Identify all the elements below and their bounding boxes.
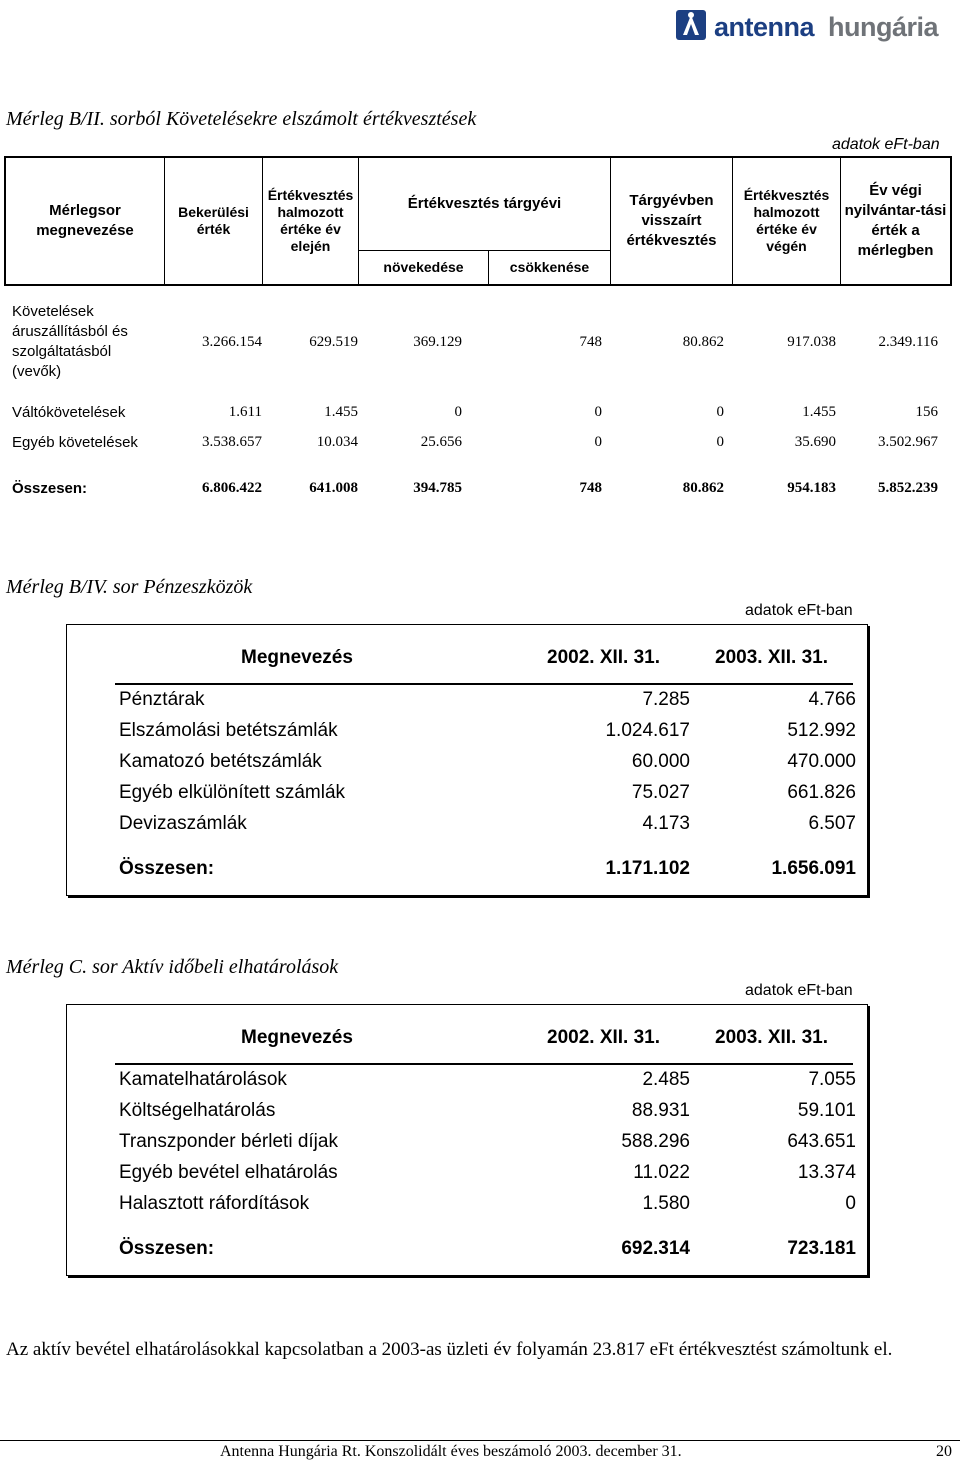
col-header-name: Megnevezés bbox=[241, 1027, 353, 1048]
total-row bbox=[67, 858, 867, 882]
value-2002: 1.024.617 bbox=[605, 720, 690, 741]
cell-value: 369.129 bbox=[413, 334, 462, 350]
cell-value: 0 bbox=[716, 404, 724, 420]
table-row bbox=[67, 782, 867, 806]
row-name: Egyéb bevétel elhatárolás bbox=[119, 1162, 338, 1183]
table-row bbox=[12, 404, 942, 426]
cell-value: 641.008 bbox=[309, 480, 358, 496]
logo-word-antenna: antenna bbox=[714, 12, 815, 42]
logo-word-hungaria: hungária bbox=[828, 12, 939, 42]
section3-unit: adatok eFt-ban bbox=[745, 982, 853, 999]
cell-value: 10.034 bbox=[316, 434, 358, 450]
antenna-logo-icon bbox=[676, 10, 706, 40]
row-name: Halasztott ráfordítások bbox=[119, 1193, 310, 1214]
total-2003: 1.656.091 bbox=[771, 858, 856, 879]
value-2003: 4.766 bbox=[808, 689, 856, 710]
section1-title: Mérleg B/II. sorból Követelésekre elszámolt értékvesztések bbox=[6, 108, 477, 130]
section1-unit: adatok eFt-ban bbox=[832, 136, 940, 153]
cell-value: 6.806.422 bbox=[202, 480, 262, 496]
total-row bbox=[67, 1238, 867, 1262]
value-2003: 6.507 bbox=[808, 813, 856, 834]
value-2003: 512.992 bbox=[787, 720, 856, 741]
cell-value: 80.862 bbox=[682, 480, 724, 496]
table-row bbox=[67, 1100, 867, 1124]
cell-value: 748 bbox=[579, 334, 602, 350]
value-2003: 661.826 bbox=[787, 782, 856, 803]
cell-value: 629.519 bbox=[309, 334, 358, 350]
header-acquisition: Bekerülési érték bbox=[178, 204, 249, 237]
value-2003: 59.101 bbox=[797, 1100, 856, 1121]
col-header-2003: 2003. XII. 31. bbox=[715, 1027, 829, 1048]
value-2002: 75.027 bbox=[631, 782, 690, 803]
value-2002: 60.000 bbox=[631, 751, 690, 772]
row-name: Egyéb elkülönített számlák bbox=[119, 782, 346, 803]
header-cum-end: Értékvesztés halmozott értéke év végén bbox=[743, 187, 830, 254]
cell-value: 954.183 bbox=[787, 480, 836, 496]
value-2003: 470.000 bbox=[787, 751, 856, 772]
col-header-name: Megnevezés bbox=[241, 647, 353, 668]
header-cum-start: Értékvesztés halmozott értéke év elején bbox=[267, 187, 354, 254]
row-label: Követelések áruszállításból és szolgáltatásból (vevők) bbox=[12, 303, 128, 380]
table-row bbox=[67, 720, 867, 744]
value-2003: 7.055 bbox=[808, 1069, 856, 1090]
value-2002: 11.022 bbox=[633, 1162, 690, 1183]
company-logo bbox=[676, 4, 956, 46]
table-row bbox=[67, 1131, 867, 1155]
col-header-2003: 2003. XII. 31. bbox=[715, 647, 829, 668]
value-2003: 643.651 bbox=[787, 1131, 856, 1152]
note-paragraph: Az aktív bevétel elhatárolásokkal kapcsolatban a 2003-as üzleti év folyamán 23.817 eFt értékvesztést számoltunk el. bbox=[6, 1339, 893, 1360]
total-2002: 692.314 bbox=[621, 1238, 690, 1259]
cell-value: 917.038 bbox=[787, 334, 836, 350]
total-label: Összesen: bbox=[119, 858, 215, 879]
value-2002: 1.580 bbox=[642, 1193, 690, 1214]
table-row bbox=[67, 689, 867, 713]
total-2002: 1.171.102 bbox=[605, 858, 690, 879]
table-row bbox=[67, 1162, 867, 1186]
table-row bbox=[67, 751, 867, 775]
value-2002: 88.931 bbox=[631, 1100, 690, 1121]
cell-value: 0 bbox=[454, 404, 462, 420]
cell-value: 5.852.239 bbox=[878, 480, 938, 496]
cell-value: 3.266.154 bbox=[202, 334, 262, 350]
col-header-2002: 2002. XII. 31. bbox=[547, 647, 661, 668]
row-name: Pénztárak bbox=[119, 689, 205, 710]
header-increase: növekedése bbox=[383, 259, 464, 275]
value-2003: 0 bbox=[845, 1193, 856, 1214]
header-reversed: Tárgyévben visszaírt értékvesztés bbox=[626, 192, 717, 249]
footer-text: Antenna Hungária Rt. Konszolidált éves beszámoló 2003. december 31. bbox=[220, 1443, 682, 1460]
cell-value: 394.785 bbox=[413, 480, 462, 496]
total-row bbox=[12, 480, 942, 502]
table-row bbox=[12, 434, 942, 456]
row-label: Egyéb követelések bbox=[12, 434, 138, 451]
total-label: Összesen: bbox=[12, 480, 88, 497]
header-decrease: csökkenése bbox=[509, 259, 590, 275]
row-name: Transzponder bérleti díjak bbox=[119, 1131, 338, 1152]
cell-value: 0 bbox=[594, 404, 602, 420]
cash-table bbox=[66, 624, 868, 896]
value-2003: 13.374 bbox=[797, 1162, 856, 1183]
table-row bbox=[67, 1069, 867, 1093]
row-name: Devizaszámlák bbox=[119, 813, 247, 834]
cell-value: 3.502.967 bbox=[878, 434, 938, 450]
cell-value: 1.611 bbox=[228, 404, 262, 420]
header-yearly: Értékvesztés tárgyévi bbox=[407, 195, 562, 212]
section2-unit: adatok eFt-ban bbox=[745, 602, 853, 619]
receivables-header bbox=[4, 156, 952, 286]
cell-value: 35.690 bbox=[794, 434, 836, 450]
value-2002: 2.485 bbox=[642, 1069, 690, 1090]
row-name: Kamatelhatárolások bbox=[119, 1069, 287, 1090]
value-2002: 4.173 bbox=[642, 813, 690, 834]
footer-divider bbox=[0, 1440, 960, 1441]
cell-value: 1.455 bbox=[324, 404, 358, 420]
row-name: Elszámolási betétszámlák bbox=[119, 720, 338, 741]
cell-value: 25.656 bbox=[420, 434, 462, 450]
section3-title: Mérleg C. sor Aktív időbeli elhatárolások bbox=[6, 956, 339, 978]
header-year-end: Év végi nyilvántar-tási érték a mérlegben bbox=[844, 182, 947, 259]
cell-value: 2.349.116 bbox=[878, 334, 938, 350]
cell-value: 80.862 bbox=[682, 334, 724, 350]
header-name: Mérlegsor megnevezése bbox=[36, 202, 134, 239]
cell-value: 1.455 bbox=[802, 404, 836, 420]
value-2002: 588.296 bbox=[621, 1131, 690, 1152]
row-label: Váltókövetelések bbox=[12, 404, 126, 421]
row-name: Kamatozó betétszámlák bbox=[119, 751, 322, 772]
accruals-table bbox=[66, 1004, 868, 1276]
total-label: Összesen: bbox=[119, 1238, 215, 1259]
cell-value: 748 bbox=[579, 480, 602, 496]
cell-value: 0 bbox=[716, 434, 724, 450]
section2-title: Mérleg B/IV. sor Pénzeszközök bbox=[6, 576, 253, 598]
table-row bbox=[12, 302, 942, 392]
total-2003: 723.181 bbox=[787, 1238, 856, 1259]
value-2002: 7.285 bbox=[642, 689, 690, 710]
cell-value: 0 bbox=[594, 434, 602, 450]
table-row bbox=[67, 1193, 867, 1217]
row-name: Költségelhatárolás bbox=[119, 1100, 276, 1121]
table-row bbox=[67, 813, 867, 837]
cell-value: 156 bbox=[915, 404, 938, 420]
page-number: 20 bbox=[936, 1443, 952, 1460]
cell-value: 3.538.657 bbox=[202, 434, 262, 450]
col-header-2002: 2002. XII. 31. bbox=[547, 1027, 661, 1048]
